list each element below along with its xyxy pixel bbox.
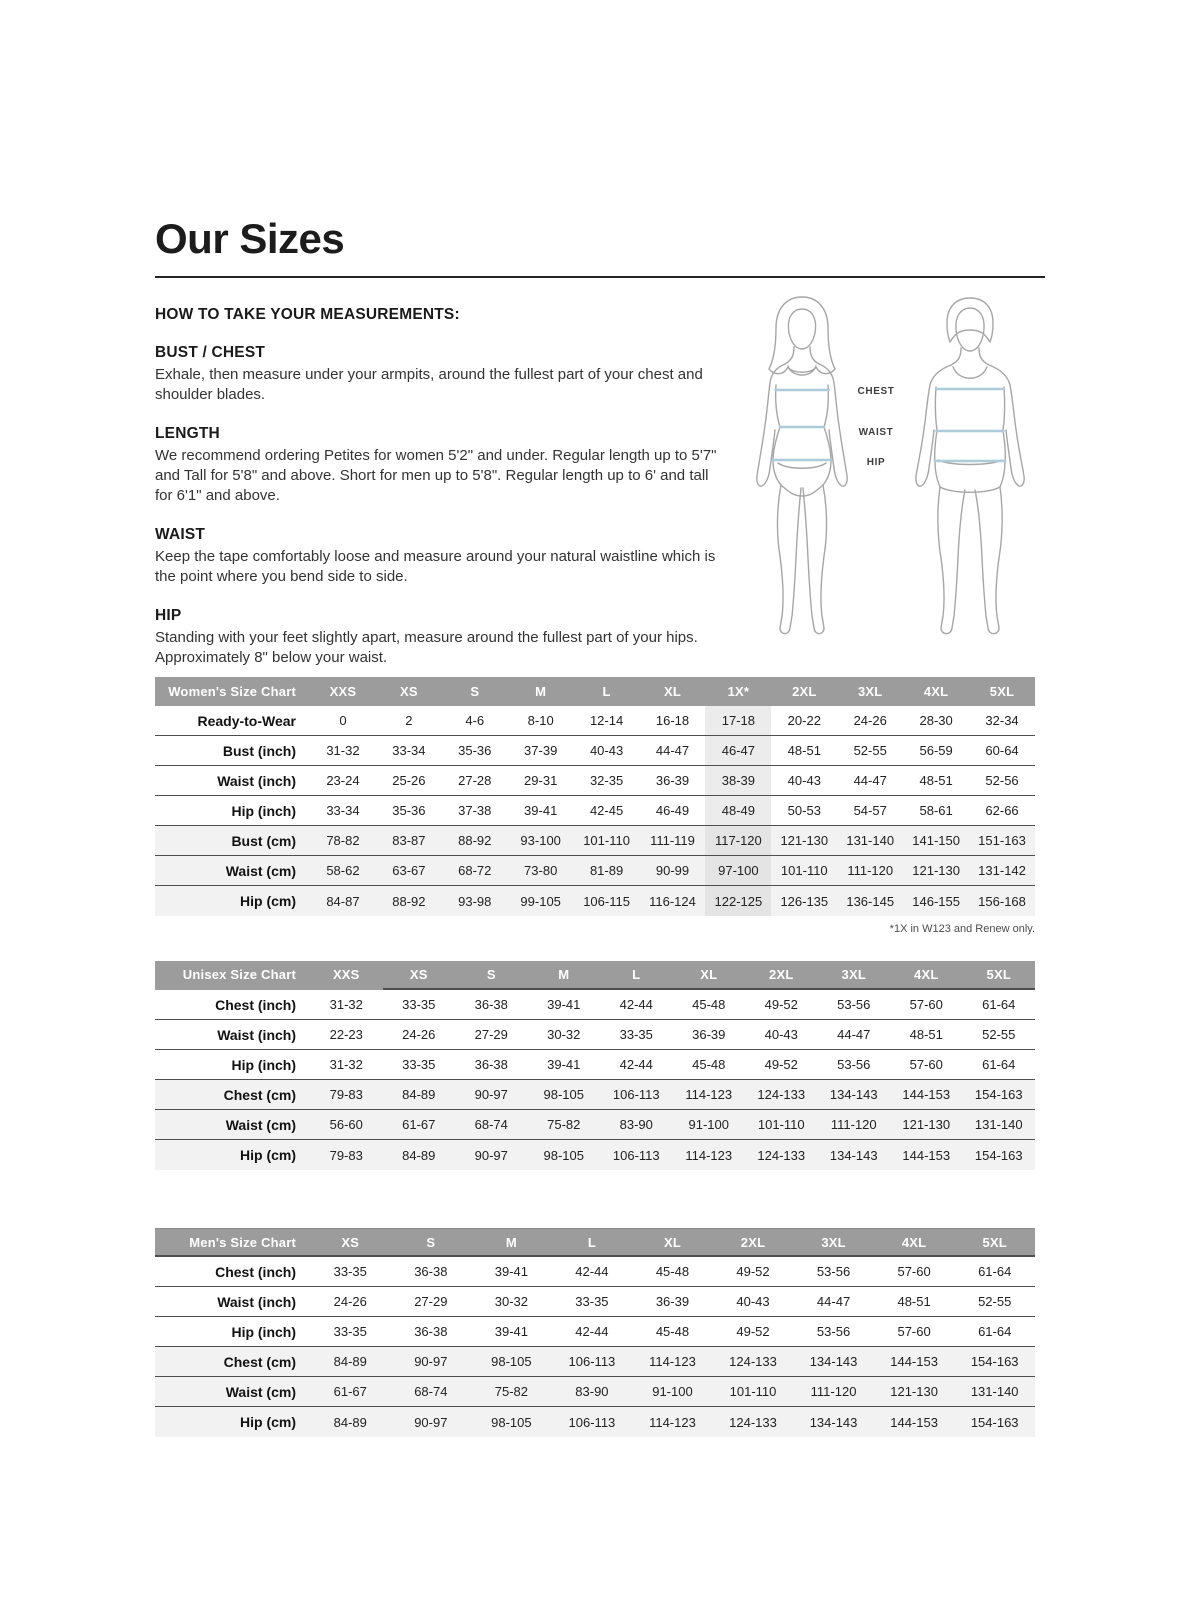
- size-cell: 98-105: [471, 1407, 552, 1437]
- size-cell: 106-113: [600, 1080, 673, 1110]
- size-cell: 24-26: [837, 706, 903, 736]
- row-label: Chest (cm): [155, 1080, 310, 1110]
- size-cell: 106-113: [552, 1407, 633, 1437]
- size-cell: 88-92: [442, 826, 508, 856]
- size-cell: 54-57: [837, 796, 903, 826]
- womens-size-chart-section: [155, 677, 1035, 935]
- table-row: [155, 990, 1035, 1020]
- size-cell: 33-35: [552, 1287, 633, 1317]
- size-cell: 27-29: [455, 1020, 528, 1050]
- size-cell: 25-26: [376, 766, 442, 796]
- column-header-2xl: 2XL: [713, 1228, 794, 1257]
- women-size-table: [155, 677, 1035, 916]
- men-table-title: Men's Size Chart: [155, 1228, 310, 1257]
- size-cell: 84-87: [310, 886, 376, 916]
- size-cell: 114-123: [632, 1347, 713, 1377]
- size-cell: 48-51: [874, 1287, 955, 1317]
- section-bust-chest: [155, 344, 730, 405]
- size-cell: 53-56: [793, 1257, 874, 1287]
- table-row: [155, 856, 1035, 886]
- size-cell: 57-60: [890, 1050, 963, 1080]
- size-cell: 141-150: [903, 826, 969, 856]
- size-cell: 101-110: [574, 826, 640, 856]
- size-cell: 63-67: [376, 856, 442, 886]
- size-cell: 45-48: [673, 1050, 746, 1080]
- measurement-figures: [745, 290, 1045, 667]
- size-cell: 121-130: [771, 826, 837, 856]
- size-cell: 134-143: [818, 1080, 891, 1110]
- size-cell: 101-110: [745, 1110, 818, 1140]
- column-header-xl: XL: [640, 677, 706, 706]
- column-header-3xl: 3XL: [818, 961, 891, 990]
- table-row: [155, 826, 1035, 856]
- chest-label: CHEST: [857, 386, 895, 397]
- size-cell: 98-105: [528, 1140, 601, 1170]
- size-cell: 28-30: [903, 706, 969, 736]
- size-cell: 144-153: [874, 1347, 955, 1377]
- size-cell: 121-130: [874, 1377, 955, 1407]
- size-cell: 121-130: [890, 1110, 963, 1140]
- size-cell: 57-60: [874, 1257, 955, 1287]
- row-label: Hip (cm): [155, 1407, 310, 1437]
- table-row: [155, 1347, 1035, 1377]
- table-row: [155, 796, 1035, 826]
- size-cell: 49-52: [713, 1317, 794, 1347]
- size-cell: 116-124: [640, 886, 706, 916]
- size-cell: 27-28: [442, 766, 508, 796]
- size-cell: 75-82: [528, 1110, 601, 1140]
- size-cell: 124-133: [713, 1407, 794, 1437]
- size-cell: 98-105: [528, 1080, 601, 1110]
- size-cell: 44-47: [837, 766, 903, 796]
- size-cell: 57-60: [874, 1317, 955, 1347]
- size-cell: 4-6: [442, 706, 508, 736]
- section-body: Exhale, then measure under your armpits, around the fullest part of your chest and shoulder blades.: [155, 366, 703, 403]
- table-row: [155, 1377, 1035, 1407]
- size-cell: 46-49: [640, 796, 706, 826]
- size-cell: 88-92: [376, 886, 442, 916]
- row-label: Bust (cm): [155, 826, 310, 856]
- section-heading: WAIST: [155, 525, 206, 543]
- column-header-4xl: 4XL: [874, 1228, 955, 1257]
- section-heading: HIP: [155, 606, 182, 624]
- size-cell: 62-66: [969, 796, 1035, 826]
- section-heading: LENGTH: [155, 424, 220, 442]
- size-cell: 42-44: [600, 1050, 673, 1080]
- table-row: [155, 1257, 1035, 1287]
- unisex-size-table: [155, 961, 1035, 1170]
- size-cell: 37-38: [442, 796, 508, 826]
- size-cell: 44-47: [793, 1287, 874, 1317]
- column-header-l: L: [600, 961, 673, 990]
- table-row: [155, 886, 1035, 916]
- size-cell: 61-64: [954, 1257, 1035, 1287]
- size-cell: 126-135: [771, 886, 837, 916]
- size-cell: 90-97: [391, 1347, 472, 1377]
- size-cell: 32-35: [574, 766, 640, 796]
- row-label: Hip (inch): [155, 1050, 310, 1080]
- size-cell: 45-48: [632, 1257, 713, 1287]
- size-cell: 68-74: [455, 1110, 528, 1140]
- size-cell: 106-113: [600, 1140, 673, 1170]
- size-cell: 37-39: [508, 736, 574, 766]
- size-cell: 31-32: [310, 1050, 383, 1080]
- size-cell: 154-163: [954, 1347, 1035, 1377]
- size-cell: 90-97: [391, 1407, 472, 1437]
- size-cell: 32-34: [969, 706, 1035, 736]
- size-cell: 154-163: [954, 1407, 1035, 1437]
- size-cell: 134-143: [793, 1407, 874, 1437]
- size-cell: 61-64: [954, 1317, 1035, 1347]
- size-cell: 73-80: [508, 856, 574, 886]
- size-cell: 68-72: [442, 856, 508, 886]
- size-tables: [155, 677, 1035, 1437]
- column-header-5xl: 5XL: [954, 1228, 1035, 1257]
- table-row: [155, 1287, 1035, 1317]
- size-cell: 114-123: [632, 1407, 713, 1437]
- size-cell: 131-140: [963, 1110, 1036, 1140]
- size-cell: 39-41: [471, 1317, 552, 1347]
- size-cell: 12-14: [574, 706, 640, 736]
- size-cell: 24-26: [310, 1287, 391, 1317]
- size-cell: 53-56: [793, 1317, 874, 1347]
- column-header-1x: 1X*: [705, 677, 771, 706]
- size-cell: 42-44: [552, 1317, 633, 1347]
- table-row: [155, 706, 1035, 736]
- size-cell: 117-120: [705, 826, 771, 856]
- size-cell: 114-123: [673, 1080, 746, 1110]
- size-cell: 154-163: [963, 1080, 1036, 1110]
- hip-label: HIP: [866, 457, 886, 468]
- size-cell: 46-47: [705, 736, 771, 766]
- column-header-s: S: [391, 1228, 472, 1257]
- size-cell: 83-87: [376, 826, 442, 856]
- row-label: Hip (inch): [155, 796, 310, 826]
- size-cell: 136-145: [837, 886, 903, 916]
- size-cell: 42-45: [574, 796, 640, 826]
- row-label: Hip (cm): [155, 1140, 310, 1170]
- size-cell: 44-47: [818, 1020, 891, 1050]
- size-cell: 75-82: [471, 1377, 552, 1407]
- size-cell: 61-64: [963, 990, 1036, 1020]
- table-row: [155, 1317, 1035, 1347]
- column-header-s: S: [442, 677, 508, 706]
- size-cell: 52-55: [954, 1287, 1035, 1317]
- table-row: [155, 1020, 1035, 1050]
- section-body: We recommend ordering Petites for women 5'2" and under. Regular length up to 5'7" and Tall for 5'8" and above. Short for men up to 5'8". Regular length up to 6' and tall for 6'1" and above.: [155, 446, 717, 504]
- row-label: Waist (inch): [155, 766, 310, 796]
- size-cell: 52-55: [837, 736, 903, 766]
- size-cell: 24-26: [383, 1020, 456, 1050]
- size-cell: 122-125: [705, 886, 771, 916]
- size-cell: 83-90: [600, 1110, 673, 1140]
- size-cell: 134-143: [793, 1347, 874, 1377]
- size-cell: 33-35: [383, 1050, 456, 1080]
- size-cell: 131-140: [837, 826, 903, 856]
- size-cell: 106-115: [574, 886, 640, 916]
- size-cell: 106-113: [552, 1347, 633, 1377]
- column-header-xxs: XXS: [310, 677, 376, 706]
- column-header-xl: XL: [632, 1228, 713, 1257]
- column-header-l: L: [552, 1228, 633, 1257]
- table-row: [155, 1110, 1035, 1140]
- column-header-s: S: [455, 961, 528, 990]
- size-cell: 33-35: [310, 1317, 391, 1347]
- size-cell: 16-18: [640, 706, 706, 736]
- column-header-xs: XS: [310, 1228, 391, 1257]
- size-cell: 93-98: [442, 886, 508, 916]
- size-cell: 36-39: [673, 1020, 746, 1050]
- size-cell: 40-43: [771, 766, 837, 796]
- size-cell: 84-89: [310, 1407, 391, 1437]
- size-cell: 0: [310, 706, 376, 736]
- how-to-heading: HOW TO TAKE YOUR MEASUREMENTS:: [155, 306, 460, 323]
- size-cell: 114-123: [673, 1140, 746, 1170]
- size-cell: 84-89: [310, 1347, 391, 1377]
- size-cell: 56-59: [903, 736, 969, 766]
- size-cell: 111-120: [837, 856, 903, 886]
- row-label: Chest (inch): [155, 1257, 310, 1287]
- size-cell: 101-110: [713, 1377, 794, 1407]
- page-title: Our Sizes: [155, 215, 345, 262]
- row-label: Ready-to-Wear: [155, 706, 310, 736]
- intro-section: [155, 306, 1045, 667]
- size-cell: 121-130: [903, 856, 969, 886]
- size-cell: 144-153: [890, 1080, 963, 1110]
- title-divider: [155, 276, 1045, 278]
- size-cell: 31-32: [310, 990, 383, 1020]
- row-label: Waist (cm): [155, 1110, 310, 1140]
- women-table-title: Women's Size Chart: [155, 677, 310, 706]
- table-row: [155, 766, 1035, 796]
- size-cell: 35-36: [376, 796, 442, 826]
- section-body: Standing with your feet slightly apart, measure around the fullest part of your hips. Approximately 8" below your waist.: [155, 628, 698, 666]
- size-cell: 33-34: [376, 736, 442, 766]
- size-cell: 61-64: [963, 1050, 1036, 1080]
- size-cell: 36-39: [632, 1287, 713, 1317]
- size-cell: 90-97: [455, 1140, 528, 1170]
- size-cell: 40-43: [745, 1020, 818, 1050]
- table-row: [155, 1080, 1035, 1110]
- size-cell: 48-49: [705, 796, 771, 826]
- size-cell: 111-119: [640, 826, 706, 856]
- size-cell: 90-99: [640, 856, 706, 886]
- size-cell: 93-100: [508, 826, 574, 856]
- size-cell: 36-38: [391, 1317, 472, 1347]
- size-cell: 101-110: [771, 856, 837, 886]
- size-cell: 81-89: [574, 856, 640, 886]
- size-cell: 52-55: [963, 1020, 1036, 1050]
- size-cell: 124-133: [745, 1140, 818, 1170]
- size-cell: 39-41: [528, 1050, 601, 1080]
- row-label: Chest (inch): [155, 990, 310, 1020]
- size-cell: 45-48: [673, 990, 746, 1020]
- size-cell: 29-31: [508, 766, 574, 796]
- column-header-m: M: [471, 1228, 552, 1257]
- size-cell: 30-32: [528, 1020, 601, 1050]
- size-cell: 91-100: [632, 1377, 713, 1407]
- column-header-xs: XS: [383, 961, 456, 990]
- size-cell: 33-35: [383, 990, 456, 1020]
- size-cell: 44-47: [640, 736, 706, 766]
- column-header-2xl: 2XL: [771, 677, 837, 706]
- size-cell: 2: [376, 706, 442, 736]
- size-cell: 42-44: [552, 1257, 633, 1287]
- row-label: Waist (cm): [155, 856, 310, 886]
- size-cell: 38-39: [705, 766, 771, 796]
- size-cell: 49-52: [713, 1257, 794, 1287]
- male-figure-outline: [916, 298, 1024, 634]
- size-cell: 79-83: [310, 1080, 383, 1110]
- size-cell: 99-105: [508, 886, 574, 916]
- row-label: Hip (inch): [155, 1317, 310, 1347]
- size-cell: 91-100: [673, 1110, 746, 1140]
- size-cell: 131-142: [969, 856, 1035, 886]
- section-heading: BUST / CHEST: [155, 344, 266, 361]
- column-header-5xl: 5XL: [963, 961, 1036, 990]
- size-cell: 154-163: [963, 1140, 1036, 1170]
- section-body: Keep the tape comfortably loose and measure around your natural waistline which is the point where you bend side to side.: [155, 547, 716, 585]
- row-label: Waist (cm): [155, 1377, 310, 1407]
- table-row: [155, 736, 1035, 766]
- unisex-size-chart-section: [155, 961, 1035, 1170]
- size-cell: 61-67: [383, 1110, 456, 1140]
- row-label: Waist (inch): [155, 1287, 310, 1317]
- size-cell: 20-22: [771, 706, 837, 736]
- row-label: Chest (cm): [155, 1347, 310, 1377]
- size-cell: 83-90: [552, 1377, 633, 1407]
- men-size-table: [155, 1228, 1035, 1437]
- size-cell: 53-56: [818, 1050, 891, 1080]
- size-cell: 57-60: [890, 990, 963, 1020]
- section-waist: [155, 526, 730, 587]
- size-cell: 52-56: [969, 766, 1035, 796]
- column-header-3xl: 3XL: [793, 1228, 874, 1257]
- size-cell: 111-120: [818, 1110, 891, 1140]
- column-header-m: M: [528, 961, 601, 990]
- column-header-m: M: [508, 677, 574, 706]
- table-row: [155, 1407, 1035, 1437]
- column-header-xl: XL: [673, 961, 746, 990]
- size-cell: 33-35: [310, 1257, 391, 1287]
- size-cell: 39-41: [508, 796, 574, 826]
- size-cell: 131-140: [954, 1377, 1035, 1407]
- waist-label: WAIST: [858, 427, 894, 438]
- measurement-instructions: [155, 306, 730, 667]
- size-cell: 36-38: [391, 1257, 472, 1287]
- size-cell: 48-51: [903, 766, 969, 796]
- size-cell: 49-52: [745, 1050, 818, 1080]
- size-cell: 58-61: [903, 796, 969, 826]
- size-cell: 31-32: [310, 736, 376, 766]
- size-cell: 39-41: [471, 1257, 552, 1287]
- size-cell: 146-155: [903, 886, 969, 916]
- size-cell: 39-41: [528, 990, 601, 1020]
- table-row: [155, 1050, 1035, 1080]
- size-cell: 49-52: [745, 990, 818, 1020]
- size-cell: 48-51: [890, 1020, 963, 1050]
- size-cell: 36-39: [640, 766, 706, 796]
- size-cell: 58-62: [310, 856, 376, 886]
- size-cell: 124-133: [713, 1347, 794, 1377]
- section-hip: [155, 607, 730, 668]
- size-cell: 27-29: [391, 1287, 472, 1317]
- size-cell: 33-34: [310, 796, 376, 826]
- size-cell: 33-35: [600, 1020, 673, 1050]
- size-cell: 144-153: [874, 1407, 955, 1437]
- size-cell: 40-43: [574, 736, 640, 766]
- size-cell: 90-97: [455, 1080, 528, 1110]
- size-cell: 30-32: [471, 1287, 552, 1317]
- size-cell: 42-44: [600, 990, 673, 1020]
- size-cell: 53-56: [818, 990, 891, 1020]
- size-cell: 111-120: [793, 1377, 874, 1407]
- size-cell: 156-168: [969, 886, 1035, 916]
- column-header-4xl: 4XL: [903, 677, 969, 706]
- row-label: Bust (inch): [155, 736, 310, 766]
- size-cell: 61-67: [310, 1377, 391, 1407]
- size-cell: 144-153: [890, 1140, 963, 1170]
- size-cell: 78-82: [310, 826, 376, 856]
- size-cell: 17-18: [705, 706, 771, 736]
- column-header-2xl: 2XL: [745, 961, 818, 990]
- size-cell: 151-163: [969, 826, 1035, 856]
- mens-size-chart-section: [155, 1228, 1035, 1437]
- size-cell: 124-133: [745, 1080, 818, 1110]
- column-header-4xl: 4XL: [890, 961, 963, 990]
- unisex-table-title: Unisex Size Chart: [155, 961, 310, 990]
- column-header-xxs: XXS: [310, 961, 383, 990]
- size-cell: 45-48: [632, 1317, 713, 1347]
- size-cell: 97-100: [705, 856, 771, 886]
- size-cell: 8-10: [508, 706, 574, 736]
- women-table-footnote: *1X in W123 and Renew only.: [889, 923, 1035, 936]
- row-label: Waist (inch): [155, 1020, 310, 1050]
- female-figure-outline: [757, 297, 847, 634]
- column-header-3xl: 3XL: [837, 677, 903, 706]
- size-cell: 98-105: [471, 1347, 552, 1377]
- section-length: [155, 425, 730, 506]
- column-header-5xl: 5XL: [969, 677, 1035, 706]
- size-cell: 36-38: [455, 990, 528, 1020]
- size-cell: 48-51: [771, 736, 837, 766]
- size-cell: 79-83: [310, 1140, 383, 1170]
- column-header-l: L: [574, 677, 640, 706]
- size-cell: 134-143: [818, 1140, 891, 1170]
- size-cell: 56-60: [310, 1110, 383, 1140]
- size-cell: 22-23: [310, 1020, 383, 1050]
- size-cell: 68-74: [391, 1377, 472, 1407]
- size-cell: 36-38: [455, 1050, 528, 1080]
- table-row: [155, 1140, 1035, 1170]
- size-cell: 50-53: [771, 796, 837, 826]
- size-cell: 84-89: [383, 1140, 456, 1170]
- size-cell: 40-43: [713, 1287, 794, 1317]
- column-header-xs: XS: [376, 677, 442, 706]
- size-cell: 35-36: [442, 736, 508, 766]
- size-cell: 23-24: [310, 766, 376, 796]
- row-label: Hip (cm): [155, 886, 310, 916]
- size-cell: 60-64: [969, 736, 1035, 766]
- size-cell: 84-89: [383, 1080, 456, 1110]
